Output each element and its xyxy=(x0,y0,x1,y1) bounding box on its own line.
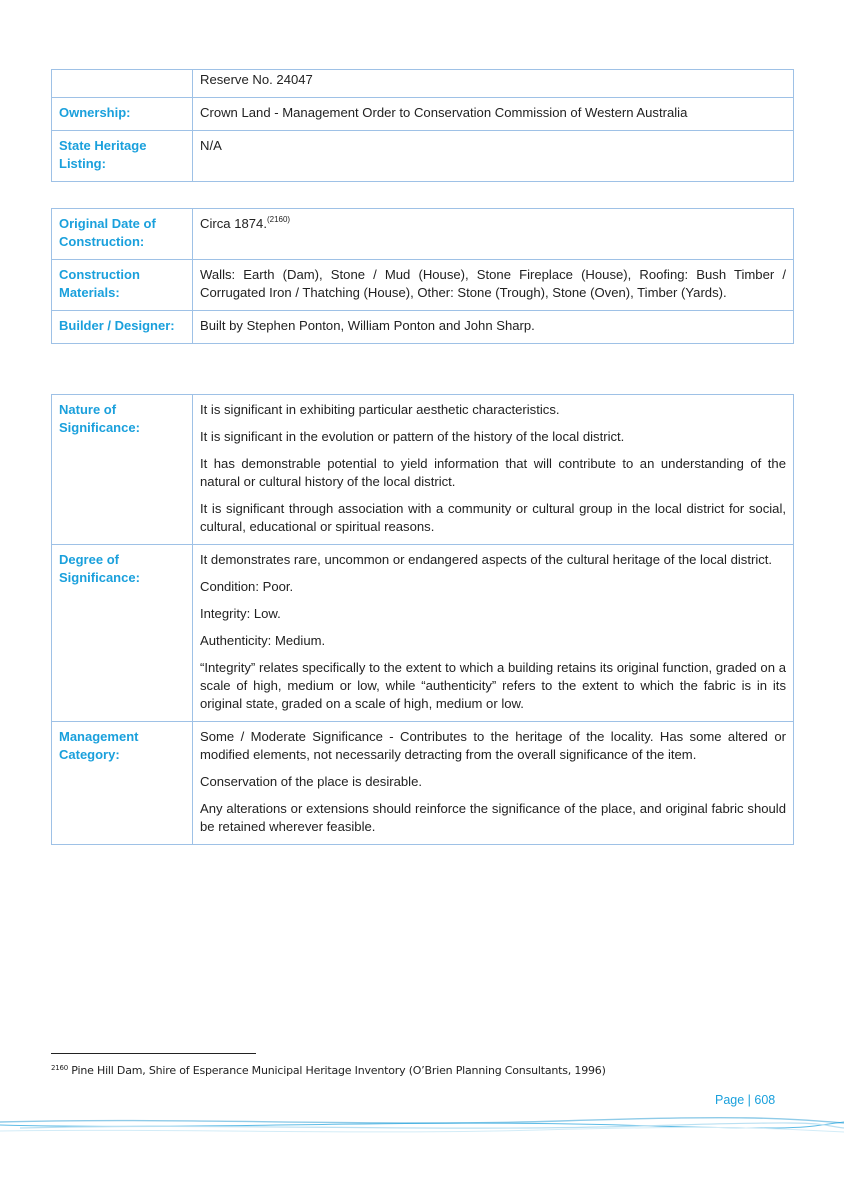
footnote-reference: (2160) xyxy=(266,215,291,224)
table-row xyxy=(52,722,794,845)
table-row xyxy=(52,260,794,311)
table-row xyxy=(52,311,794,344)
empty-label-cell xyxy=(52,70,193,98)
builder-value: Built by Stephen Ponton, William Ponton and John Sharp. xyxy=(193,311,794,344)
page-number: Page | 608 xyxy=(715,1093,776,1107)
nature-label: Nature of Significance: xyxy=(52,395,193,545)
table-row xyxy=(52,395,794,545)
footnote-number: 2160 xyxy=(51,1064,69,1072)
management-label: Management Category: xyxy=(52,722,193,845)
nature-item: It is significant in the evolution or pattern of the history of the local district. xyxy=(200,429,625,444)
nature-item: It has demonstrable potential to yield information that will contribute to an understanding of the natural or cultural history of the local district. xyxy=(200,456,786,489)
state-heritage-label: State Heritage Listing: xyxy=(52,131,193,182)
significance-table xyxy=(51,394,794,845)
materials-value: Walls: Earth (Dam), Stone / Mud (House), Stone Fireplace (House), Roofing: Bush Timber / Corrugated Iron / Thatching (House), Other: Stone (Trough), Stone (Oven), Timber (Yards). xyxy=(193,260,794,311)
table-row xyxy=(52,70,794,98)
degree-item: Condition: Poor. xyxy=(200,579,294,594)
degree-label: Degree of Significance: xyxy=(52,545,193,722)
management-item: Conservation of the place is desirable. xyxy=(200,774,422,789)
materials-label: Construction Materials: xyxy=(52,260,193,311)
construction-table xyxy=(51,208,794,344)
nature-item: It is significant through association with a community or cultural group in the local district for social, cultural, educational or spiritual reasons. xyxy=(200,501,786,534)
builder-label: Builder / Designer: xyxy=(52,311,193,344)
management-item: Any alterations or extensions should reinforce the significance of the place, and original fabric should be retained wherever feasible. xyxy=(200,801,786,834)
table-row xyxy=(52,209,794,260)
table-row xyxy=(52,131,794,182)
property-details-table xyxy=(51,69,794,182)
table-row xyxy=(52,98,794,131)
reserve-value: Reserve No. 24047 xyxy=(193,70,794,98)
degree-item: “Integrity” relates specifically to the extent to which a building retains its original function, graded on a scale of high, medium or low, while “authenticity” refers to the extent to which the fabric is in its original state, graded on a scale of high, medium or low. xyxy=(200,660,786,711)
ownership-value: Crown Land - Management Order to Conservation Commission of Western Australia xyxy=(193,98,794,131)
degree-item: Integrity: Low. xyxy=(200,606,281,621)
date-value-cell xyxy=(193,209,794,260)
footnote xyxy=(51,1064,606,1077)
state-heritage-value: N/A xyxy=(193,131,794,182)
date-value: Circa 1874. xyxy=(200,216,267,231)
management-value-cell xyxy=(193,722,794,845)
degree-item: Authenticity: Medium. xyxy=(200,633,326,648)
nature-value-cell xyxy=(193,395,794,545)
footnote-text: Pine Hill Dam, Shire of Esperance Municipal Heritage Inventory (O’Brien Planning Consultants, 1996) xyxy=(68,1064,606,1077)
table-row xyxy=(52,545,794,722)
nature-item: It is significant in exhibiting particular aesthetic characteristics. xyxy=(200,402,560,417)
footnote-divider xyxy=(51,1053,256,1054)
degree-item: It demonstrates rare, uncommon or endangered aspects of the cultural heritage of the local district. xyxy=(200,552,773,567)
date-label: Original Date of Construction: xyxy=(52,209,193,260)
footer-wave-decoration xyxy=(0,1108,844,1138)
ownership-label: Ownership: xyxy=(52,98,193,131)
degree-value-cell xyxy=(193,545,794,722)
management-item: Some / Moderate Significance - Contributes to the heritage of the locality. Has some altered or modified elements, not necessarily detracting from the overall significance of the item. xyxy=(200,729,786,762)
